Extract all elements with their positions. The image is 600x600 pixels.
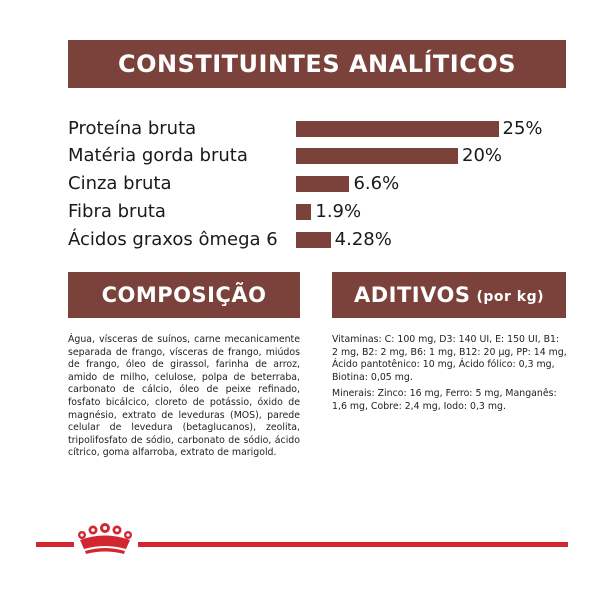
analytics-label: Proteína bruta <box>68 118 197 139</box>
composition-heading-band <box>68 272 300 318</box>
analytics-label: Fibra bruta <box>68 201 166 222</box>
royal-canin-crown-logo <box>76 523 134 555</box>
brand-line-right <box>138 542 568 547</box>
analytics-value: 25% <box>502 118 543 139</box>
analytics-value: 4.28% <box>334 229 392 250</box>
composition-text: Água, vísceras de suínos, carne mecanicamente separada de frango, vísceras de frango, miúdos de frango, óleo de girassol, farinha de arroz, amido de milho, celulose, polpa de beterraba, carbonato de cálcio, óleo de peixe refinado, fosfato bicálcico, cloreto de potássio, óxido de magnésio, extrato de leveduras (MOS), parede celular de levedura (betaglucanos), zeolita, tripolifosfato de sódio, carbonato de sódio, ácido cítrico, goma alfarroba, extrato de marigold. <box>68 334 300 459</box>
analytics-bar <box>296 121 499 137</box>
brand-line-left <box>36 542 74 547</box>
analytics-label: Matéria gorda bruta <box>68 145 248 166</box>
analytics-bar <box>296 176 349 192</box>
analytics-label: Cinza bruta <box>68 173 172 194</box>
analytics-bar <box>296 148 458 164</box>
analytics-value: 1.9% <box>315 201 362 222</box>
analytics-label: Ácidos graxos ômega 6 <box>68 229 278 250</box>
analytics-bar <box>296 232 331 248</box>
analytics-title-band <box>68 40 566 88</box>
analytics-title: CONSTITUINTES ANALÍTICOS <box>117 50 517 78</box>
minerals-text: Minerais: Zinco: 16 mg, Ferro: 5 mg, Manganês: 1,6 mg, Cobre: 2,4 mg, Iodo: 0,3 mg. <box>332 388 557 412</box>
vitamins-text: Vitaminas: C: 100 mg, D3: 140 UI, E: 150 UI, B1: 2 mg, B2: 2 mg, B6: 1 mg, B12: 20 µg, PP: 14 mg, Ácido pantotênico: 10 mg, Ácido fólico: 0,3 mg, Biotina: 0,05 mg. <box>332 334 567 383</box>
analytics-bar <box>296 204 311 220</box>
additives-heading-band <box>332 272 566 318</box>
additives-text <box>332 334 568 418</box>
additives-heading-unit: (por kg) <box>476 289 545 305</box>
composition-heading: COMPOSIÇÃO <box>101 283 267 307</box>
analytics-value: 20% <box>462 145 503 166</box>
additives-heading: ADITIVOS <box>353 283 471 307</box>
analytics-value: 6.6% <box>353 173 400 194</box>
